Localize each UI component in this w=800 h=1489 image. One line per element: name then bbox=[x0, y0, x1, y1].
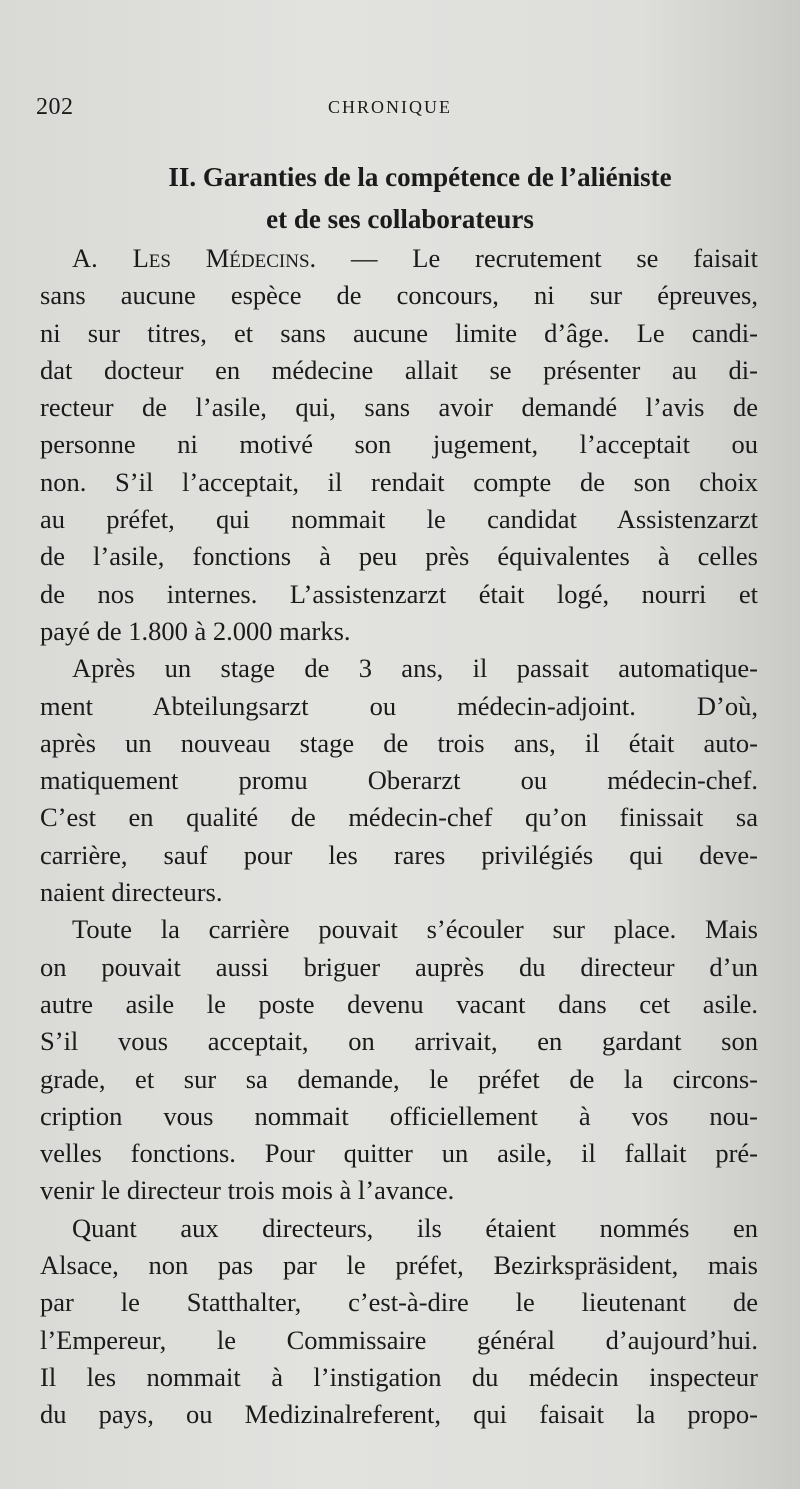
text-line bbox=[40, 240, 758, 277]
text-line: ni sur titres, et sans aucune limite d’âge. Le candi- bbox=[40, 317, 758, 348]
text-line: de nos internes. L’assistenzarzt était logé, nourri et bbox=[40, 578, 758, 609]
text-line: Il les nommait à l’instigation du médecin inspecteur bbox=[40, 1361, 758, 1392]
text-line: Quant aux directeurs, ils étaient nommés en bbox=[72, 1212, 758, 1243]
paragraph bbox=[40, 240, 758, 650]
text-line: personne ni motivé son jugement, l’acceptait ou bbox=[40, 429, 758, 460]
text-line: Après un stage de 3 ans, il passait automatique- bbox=[72, 653, 758, 684]
text-line: C’est en qualité de médecin-chef qu’on finissait sa bbox=[40, 802, 758, 833]
text-line: après un nouveau stage de trois ans, il était auto- bbox=[40, 727, 758, 758]
running-title: CHRONIQUE bbox=[328, 97, 452, 117]
lead-label: A. Les Médecins. bbox=[72, 243, 317, 273]
page-number: 202 bbox=[36, 94, 74, 120]
text-line: non. S’il l’acceptait, il rendait compte de son choix bbox=[40, 466, 758, 497]
text-line: de l’asile, fonctions à peu près équivalentes à celles bbox=[40, 541, 758, 572]
text-line: carrière, sauf pour les rares privilégiés qui deve- bbox=[40, 839, 758, 870]
text-line: matiquement promu Oberarzt ou médecin-chef. bbox=[40, 765, 758, 796]
text-line: au préfet, qui nommait le candidat Assistenzarzt bbox=[40, 504, 758, 535]
text-line: payé de 1.800 à 2.000 marks. bbox=[40, 615, 351, 646]
paragraph bbox=[40, 650, 758, 911]
section-heading-line: et de ses collaborateurs bbox=[266, 204, 534, 234]
text-line: du pays, ou Medizinalreferent, qui faisait la propo- bbox=[40, 1399, 758, 1430]
text-line: grade, et sur sa demande, le préfet de la circons- bbox=[40, 1063, 758, 1094]
text-line: par le Statthalter, c’est-à-dire le lieutenant de bbox=[40, 1287, 758, 1318]
text-line: venir le directeur trois mois à l’avance. bbox=[40, 1175, 455, 1206]
running-head bbox=[36, 94, 764, 124]
paragraph bbox=[40, 1210, 758, 1434]
text-line: recteur de l’asile, qui, sans avoir demandé l’avis de bbox=[40, 392, 758, 423]
text-line: autre asile le poste devenu vacant dans cet asile. bbox=[40, 988, 758, 1019]
paragraph bbox=[40, 911, 758, 1209]
text-line: Alsace, non pas par le préfet, Bezirkspräsident, mais bbox=[40, 1250, 758, 1281]
text-line: velles fonctions. Pour quitter un asile, il fallait pré- bbox=[40, 1138, 758, 1169]
text-line: l’Empereur, le Commissaire général d’aujourd’hui. bbox=[40, 1324, 758, 1355]
text-line: on pouvait aussi briguer auprès du directeur d’un bbox=[40, 951, 758, 982]
text-line: dat docteur en médecine allait se présenter au di- bbox=[40, 354, 758, 385]
text-line: cription vous nommait officiellement à vos nou- bbox=[40, 1100, 758, 1131]
text-line-rest: — Le recrutement se faisait bbox=[316, 243, 758, 273]
text-line: sans aucune espèce de concours, ni sur épreuves, bbox=[40, 280, 758, 311]
text-line: S’il vous acceptait, on arrivait, en gardant son bbox=[40, 1026, 758, 1057]
text-line: ment Abteilungsarzt ou médecin-adjoint. D’où, bbox=[40, 690, 758, 721]
section-heading bbox=[40, 156, 760, 240]
text-line: naient directeurs. bbox=[40, 877, 223, 908]
body-text bbox=[40, 240, 758, 1434]
section-heading-line: II. Garanties de la compétence de l’aliéniste bbox=[168, 162, 672, 192]
text-line: Toute la carrière pouvait s’écouler sur place. Mais bbox=[72, 914, 758, 945]
